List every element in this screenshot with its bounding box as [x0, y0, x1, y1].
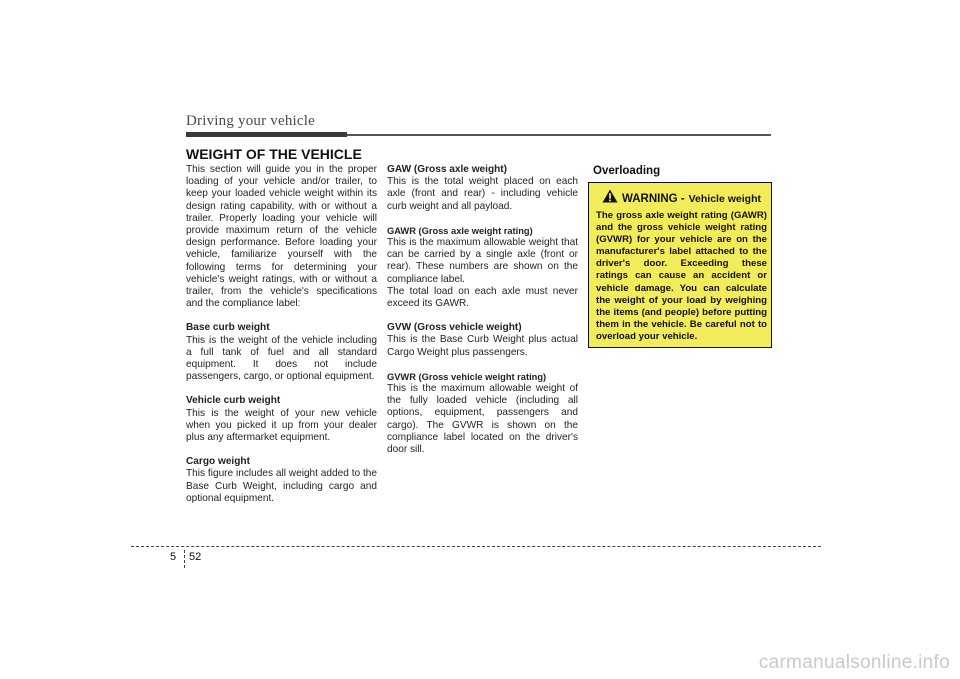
section-title: Driving your vehicle: [186, 113, 315, 129]
definition-term: GAW (Gross axle weight): [387, 164, 508, 175]
definition-text: This is the maximum allowable weight that can be carried by a single axle (front or rear). These numbers are shown on the compliance label.: [387, 237, 578, 285]
chapter-number: 5: [170, 551, 177, 563]
warning-title: [596, 189, 767, 208]
definition-term: GVW (Gross vehicle weight): [387, 322, 522, 334]
footer-rule: [131, 546, 821, 547]
page-title: WEIGHT OF THE VEHICLE: [186, 146, 362, 162]
definition-base-curb-weight: [186, 322, 377, 383]
warning-text: The gross axle weight rating (GAWR) and the gross vehicle weight rating (GVWR) for your vehicle are on the manufacturer's label attached to the driver's door. Exceeding these ratings can cause an accident or vehicle damage. You can calculate the weight of your load by weighing the items (and people) before putting them in the vehicle. Be careful not to overload your vehicle.: [596, 210, 767, 342]
definition-gvwr: [387, 371, 578, 456]
header-rule-accent: [186, 132, 347, 137]
intro-paragraph: This section will guide you in the proper loading of your vehicle and/or trailer, to keep your loaded vehicle weight within its design rating capability, with or without a trailer. Properly loading your vehicle will provide maximum return of the vehicle design performance. Before loading your vehicle, familiarize yourself with the following terms for determining your vehicle's weight ratings, with or without a trailer, from the vehicle's specifications and the compliance label:: [186, 164, 377, 310]
definition-text: This is the total weight placed on each axle (front and rear) - including vehicle curb weight and all payload.: [387, 176, 578, 212]
warning-box: [588, 182, 772, 348]
definition-text: This is the maximum allowable weight of the fully loaded vehicle (including all options, equipment, passengers and cargo). The GVWR is shown on the compliance label located on the driver's door sill.: [387, 383, 578, 456]
watermark: carmanualsonline.info: [758, 652, 950, 673]
warning-label: WARNING -: [622, 192, 685, 205]
definition-cargo-weight: [186, 456, 377, 505]
page-number: 52: [189, 551, 202, 563]
column-left: [186, 164, 377, 517]
warning-subject: Vehicle weight: [688, 192, 761, 205]
definition-gaw: [387, 164, 578, 213]
warning-triangle-icon: [602, 189, 618, 208]
overloading-heading: Overloading: [593, 165, 661, 177]
definition-term: GVWR (Gross vehicle weight rating): [387, 371, 547, 382]
definition-term: GAWR (Gross axle weight rating): [387, 225, 533, 236]
definition-gawr: [387, 225, 578, 310]
column-middle: [387, 164, 578, 468]
definition-text: This is the Base Curb Weight plus actual Cargo Weight plus passengers.: [387, 334, 578, 358]
definition-text: This is the weight of your new vehicle when you picked it up from your dealer plus any aftermarket equipment.: [186, 407, 377, 444]
definition-gvw: [387, 322, 578, 359]
definition-term: Vehicle curb weight: [186, 395, 281, 407]
definition-term: Base curb weight: [186, 322, 270, 334]
definition-vehicle-curb-weight: [186, 395, 377, 444]
definition-text: This is the weight of the vehicle including a full tank of fuel and all standard equipment. It does not include passengers, cargo, or optional equipment.: [186, 334, 377, 383]
definition-text: This figure includes all weight added to the Base Curb Weight, including cargo and optional equipment.: [186, 468, 377, 504]
footer-divider: [184, 550, 185, 568]
definition-term: Cargo weight: [186, 456, 250, 468]
definition-extra-text: The total load on each axle must never exceed its GAWR.: [387, 285, 578, 310]
